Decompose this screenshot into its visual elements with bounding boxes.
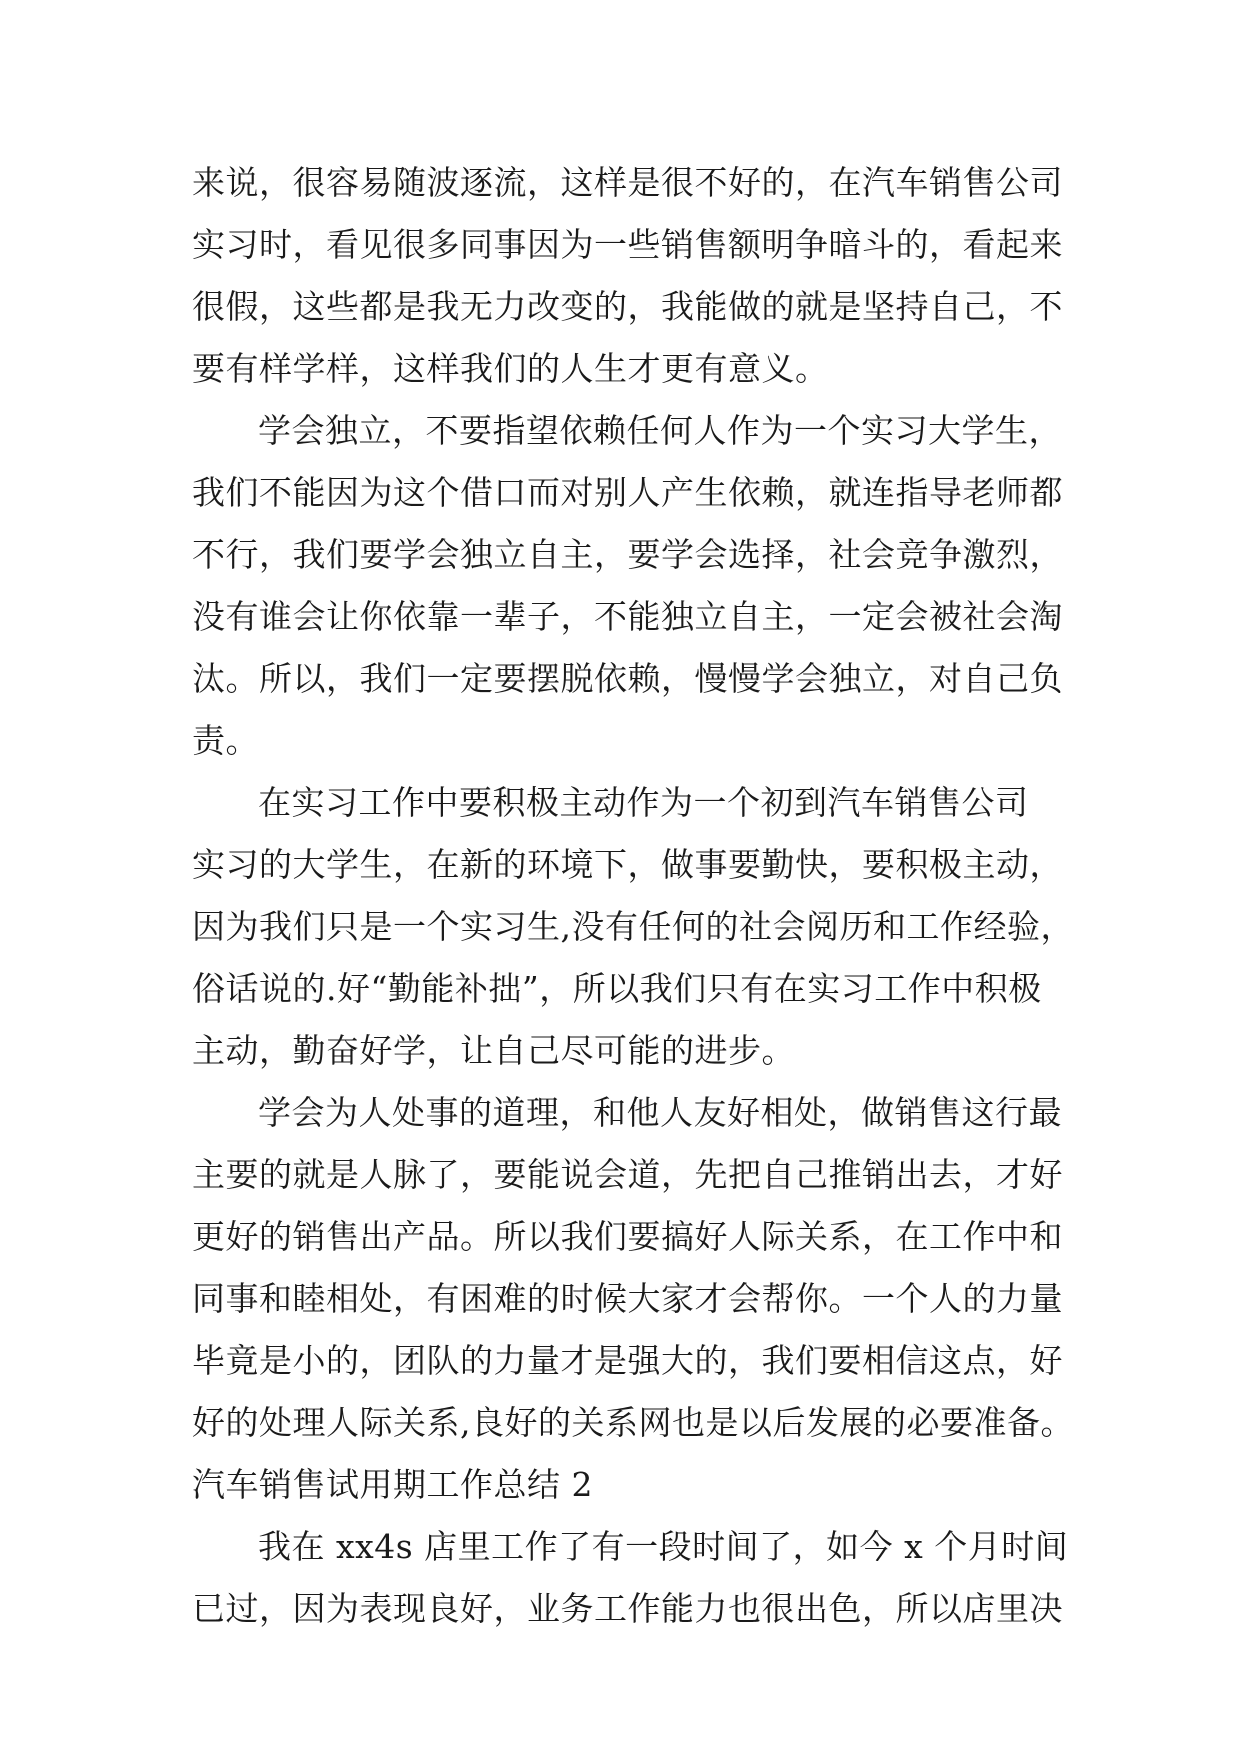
text-line: 来说，很容易随波逐流，这样是很不好的，在汽车销售公司 bbox=[192, 163, 1063, 202]
text-line: 责。 bbox=[192, 721, 259, 760]
paragraph-first-line: 学会为人处事的道理，和他人友好相处，做销售这行最 bbox=[258, 1093, 1062, 1132]
text-line: 更好的销售出产品。所以我们要搞好人际关系，在工作中和 bbox=[192, 1217, 1063, 1256]
text-line: 同事和睦相处，有困难的时候大家才会帮你。一个人的力量 bbox=[192, 1279, 1063, 1318]
text-line: 实习的大学生，在新的环境下，做事要勤快，要积极主动， bbox=[192, 845, 1063, 884]
text-line: 汰。所以，我们一定要摆脱依赖，慢慢学会独立，对自己负 bbox=[192, 659, 1063, 698]
text-line: 好的处理人际关系,良好的关系网也是以后发展的必要准备。 bbox=[192, 1403, 1074, 1442]
text-line: 因为我们只是一个实习生,没有任何的社会阅历和工作经验， bbox=[192, 907, 1074, 946]
paragraph-first-line: 学会独立，不要指望依赖任何人作为一个实习大学生， bbox=[258, 411, 1062, 450]
text-line: 已过，因为表现良好，业务工作能力也很出色，所以店里决 bbox=[192, 1589, 1063, 1628]
paragraph-first-line: 我在 xx4s 店里工作了有一段时间了，如今 x 个月时间 bbox=[258, 1527, 1069, 1566]
text-line: 主动，勤奋好学，让自己尽可能的进步。 bbox=[192, 1031, 795, 1070]
document-body bbox=[192, 152, 1074, 1640]
text-line: 俗话说的.好“勤能补拙”，所以我们只有在实习工作中积极 bbox=[192, 969, 1042, 1008]
text-line: 实习时，看见很多同事因为一些销售额明争暗斗的，看起来 bbox=[192, 225, 1063, 264]
text-line: 我们不能因为这个借口而对别人产生依赖，就连指导老师都 bbox=[192, 473, 1063, 512]
text-line: 主要的就是人脉了，要能说会道，先把自己推销出去，才好 bbox=[192, 1155, 1063, 1194]
text-line: 要有样学样，这样我们的人生才更有意义。 bbox=[192, 349, 829, 388]
section-heading: 汽车销售试用期工作总结 2 bbox=[192, 1465, 593, 1504]
text-line: 不行，我们要学会独立自主，要学会选择，社会竞争激烈， bbox=[192, 535, 1063, 574]
paragraph-first-line: 在实习工作中要积极主动作为一个初到汽车销售公司 bbox=[258, 783, 1029, 822]
text-line: 没有谁会让你依靠一辈子，不能独立自主，一定会被社会淘 bbox=[192, 597, 1063, 636]
text-line: 很假，这些都是我无力改变的，我能做的就是坚持自己，不 bbox=[192, 287, 1063, 326]
text-line: 毕竟是小的，团队的力量才是强大的，我们要相信这点，好 bbox=[192, 1341, 1063, 1380]
